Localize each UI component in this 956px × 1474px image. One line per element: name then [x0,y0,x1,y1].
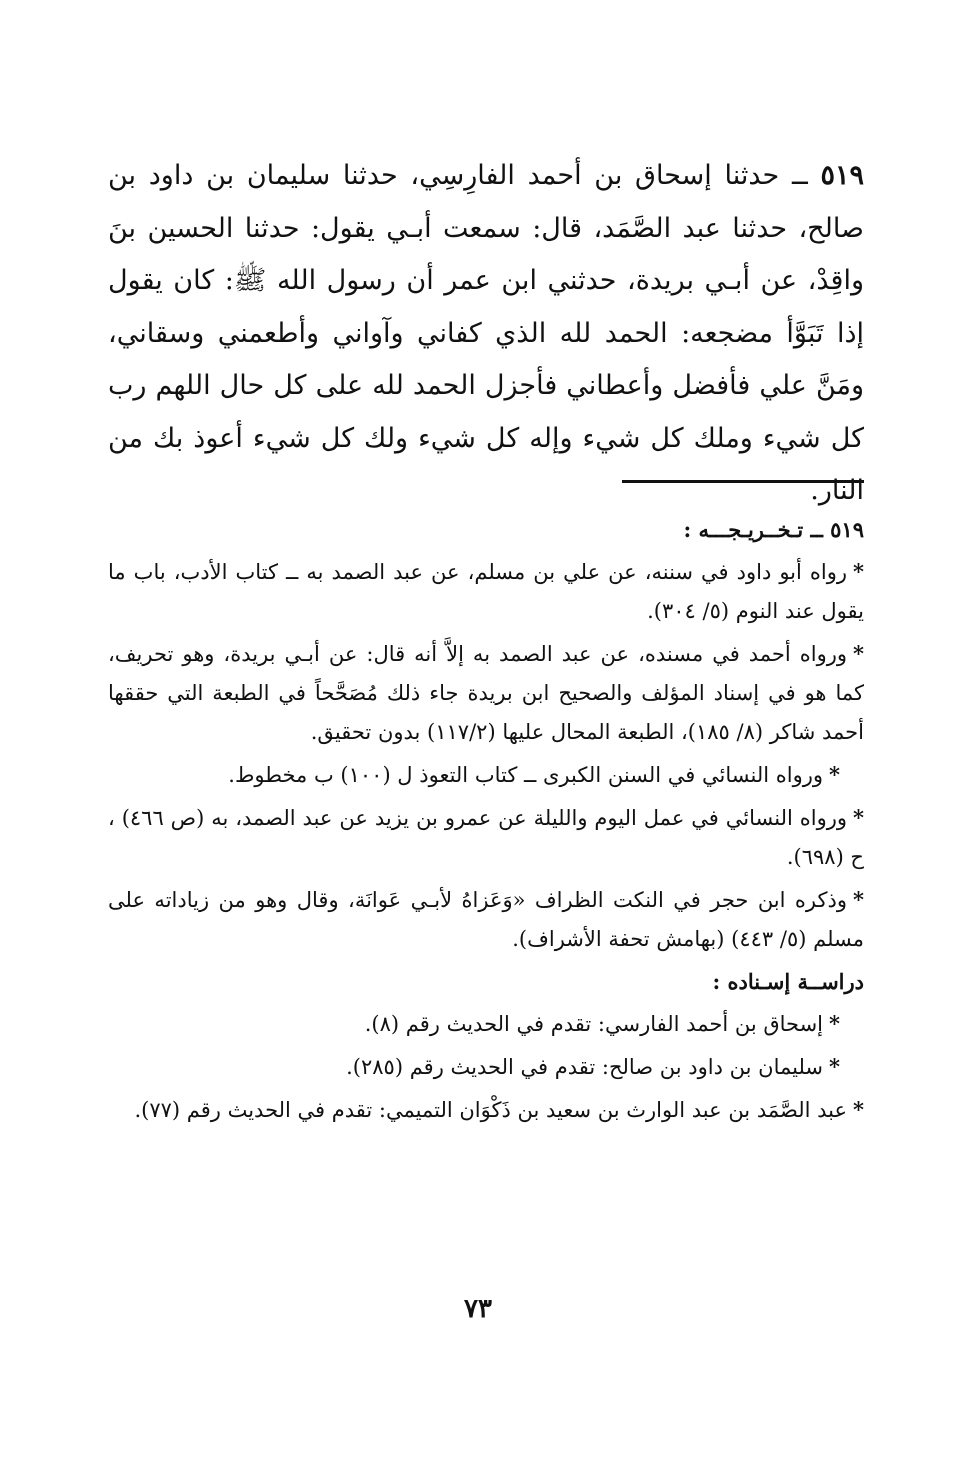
takhrij-item [108,634,864,752]
takhrij-item [108,880,864,959]
bullet-star-icon: * [829,1054,840,1079]
bullet-star-icon: * [829,762,840,787]
takhrij-item-text: ورواه النسائي في السنن الكبرى ــ كتاب التعوذ ل (١٠٠) ب مخطوط. [228,763,824,787]
bullet-star-icon: * [853,887,864,912]
isnad-item-text: سليمان بن داود بن صالح: تقدم في الحديث رقم (٢٨٥). [346,1055,824,1079]
bullet-star-icon: * [853,1097,864,1122]
page-number: ٧٣ [464,1294,492,1324]
takhrij-item-text: رواه أبو داود في سننه، عن علي بن مسلم، عن عبد الصمد به ــ كتاب الأدب، باب ما يقول عند النوم (٥/ ٣٠٤). [108,560,864,623]
bullet-star-icon: * [853,559,865,584]
isnad-item [108,1090,864,1130]
hadith-number: ٥١٩ [820,160,864,191]
bullet-star-icon: * [853,641,864,666]
isnad-heading: دراســة إسـناده : [712,969,864,994]
takhrij-heading: ٥١٩ ــ تـخــريـجـــه : [683,517,864,542]
isnad-item [108,1047,864,1087]
takhrij-item [108,755,864,795]
footnotes [108,510,864,1133]
bullet-star-icon: * [829,1011,840,1036]
footnote-divider [622,480,864,483]
isnad-item-text: إسحاق بن أحمد الفارسي: تقدم في الحديث رقم (٨). [364,1012,824,1036]
takhrij-item [108,552,864,631]
isnad-item-text: عبد الصَّمَد بن عبد الوارث بن سعيد بن ذَكْوَان التميمي: تقدم في الحديث رقم (٧٧). [134,1098,848,1122]
hadith-body: ــ حدثنا إسحاق بن أحمد الفارِسِي، حدثنا سليمان بن داود بن صالح، حدثنا عبد الصَّمَد، قال: سمعت أبـي يقول: حدثنا الحسين بنَ واقِدْ، عن أبـي بريدة، حدثني ابن عمر أن رسول الله ﷺ: كان يقول إذا تَبَوَّأ مضجعه: الحمد لله الذي كفاني وآواني وأطعمني وسقاني، ومَنَّ علي فأفضل وأعطاني فأجزل الحمد لله على كل حال اللهم رب كل شيء وملك كل شيء وإله كل شيء ولك كل شيء أعوذ بك من النار. [108,160,864,506]
isnad-item [108,1004,864,1044]
takhrij-item-text: وذكره ابن حجر في النكت الظراف «وَعَزاهُ لأبـي عَوانَة، وقال وهو من زياداته على مسلم (٥/ ٤٤٣) (بهامش تحفة الأشراف). [108,888,864,951]
takhrij-item-text: ورواه أحمد في مسنده، عن عبد الصمد به إلاَّ أنه قال: عن أبـي بريدة، وهو تحريف، كما هو في إسناد المؤلف والصحيح ابن بريدة جاء ذلك مُصَحَّحاً في الطبعة التي حققها أحمد شاكر (٨/ ١٨٥)، الطبعة المحال عليها (١١٧/٢) بدون تحقيق. [108,642,864,744]
bullet-star-icon: * [853,805,864,830]
hadith-text [108,150,864,518]
takhrij-item [108,798,864,877]
takhrij-item-text: ورواه النسائي في عمل اليوم والليلة عن عمرو بن يزيد عن عبد الصمد، به (ص ٤٦٦) ، ح (٦٩٨). [108,806,864,869]
